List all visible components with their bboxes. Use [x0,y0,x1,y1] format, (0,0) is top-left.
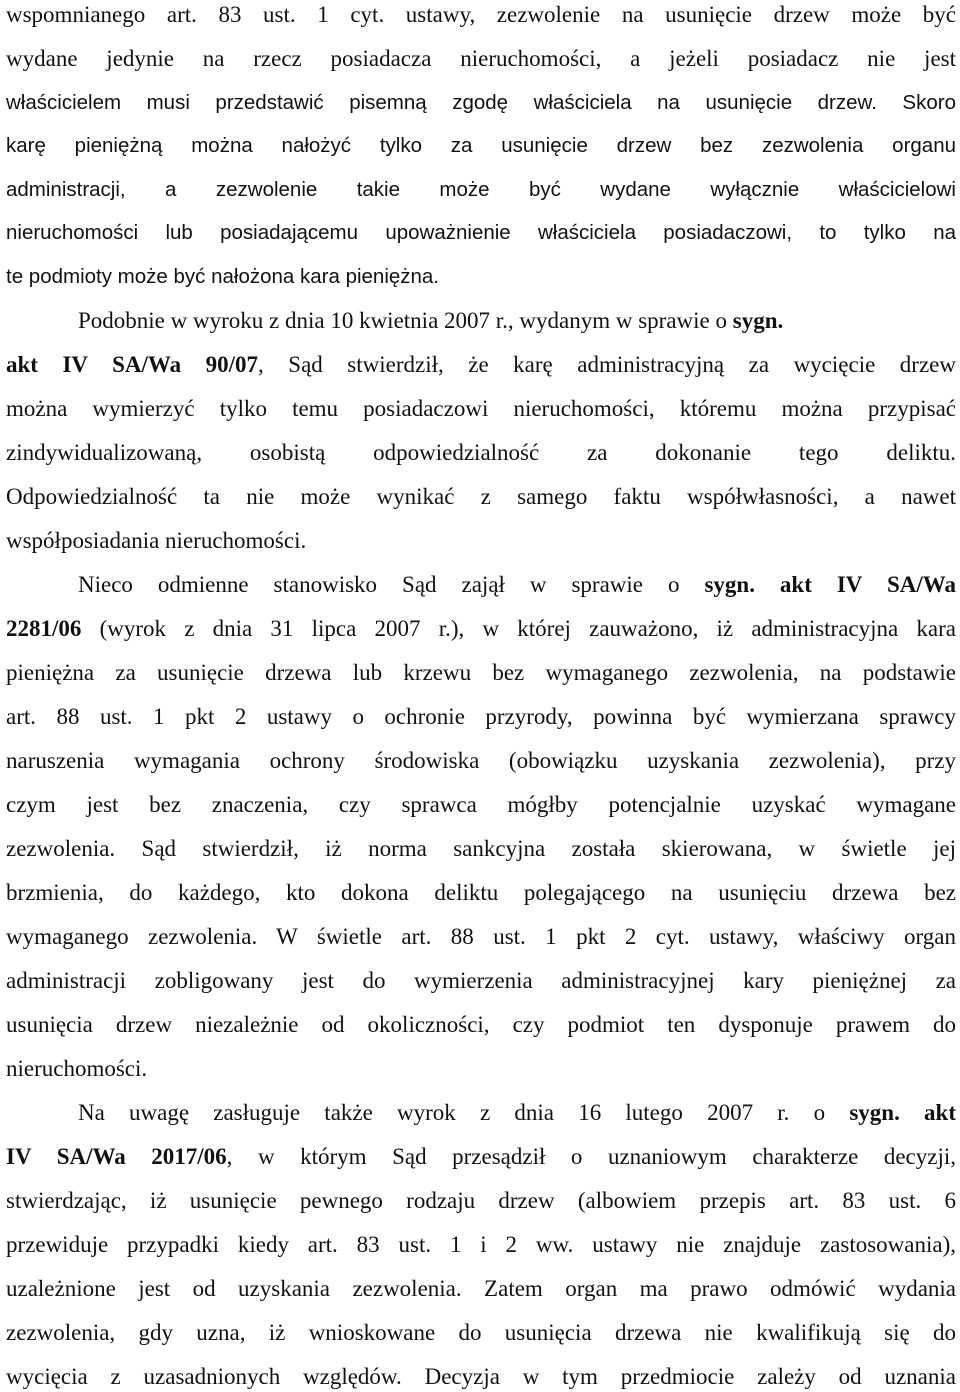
text-segment: można wymierzyć tylko temu posiadaczowi nieruchomości, któremu można przypisać [6,396,956,421]
text-segment: (wyrok z dnia 31 lipca 2007 r.), w której zauważono, iż administracyjna kara [81,616,956,641]
text-line [6,570,956,600]
text-segment: naruszenia wymagania ochrony środowiska (obowiązku uzyskania zezwolenia), przy [6,748,956,773]
text-line [6,834,956,864]
text-segment: współposiadania nieruchomości. [6,528,307,553]
text-line [6,1142,956,1172]
text-line [6,1274,956,1304]
text-line [6,88,956,118]
text-segment: administracji, a zezwolenie takie może być wydane wyłącznie właścicielowi [6,178,956,201]
text-segment: zezwolenia. Sąd stwierdził, iż norma sankcyjna została skierowana, w świetle jej [6,836,956,861]
bold-text-segment: sygn. akt IV SA/Wa [704,572,956,597]
bold-text-segment: sygn. akt [849,1100,956,1125]
text-segment: , w którym Sąd przesądził o uznaniowym charakterze decyzji, [226,1144,956,1169]
text-line [6,394,956,424]
text-segment: karę pieniężną można nałożyć tylko za usunięcie drzew bez zezwolenia organu [6,134,956,157]
text-line [6,966,956,996]
bold-text-segment: IV SA/Wa 2017/06 [6,1144,227,1169]
text-segment: nieruchomości. [6,1056,148,1081]
text-line [6,350,956,380]
text-line [6,922,956,952]
text-line [6,1362,956,1392]
text-segment: nieruchomości lub posiadającemu upoważnienie właściciela posiadaczowi, to tylko na [6,221,956,244]
text-segment: administracji zobligowany jest do wymierzenia administracyjnej kary pieniężnej za [6,968,956,993]
text-segment: zindywidualizowaną, osobistą odpowiedzialność za dokonanie tego deliktu. [6,440,956,465]
text-segment: zezwolenia, gdy uzna, iż wnioskowane do usunięcia drzewa nie kwalifikują się do [6,1320,956,1345]
text-line [6,438,956,468]
text-segment: przewiduje przypadki kiedy art. 83 ust. 1 i 2 ww. ustawy nie znajduje zastosowania), [6,1232,956,1257]
text-line [6,1186,956,1216]
text-line [6,218,956,248]
text-segment: uzależnione jest od uzyskania zezwolenia. Zatem organ ma prawo odmówić wydania [6,1276,956,1301]
bold-text-segment: sygn. [732,308,784,333]
text-line [6,878,956,908]
text-line [6,1318,956,1348]
text-line [6,614,956,644]
text-segment: Na uwagę zasługuje także wyrok z dnia 16 lutego 2007 r. o [78,1100,850,1125]
text-segment: właścicielem musi przedstawić pisemną zgodę właściciela na usunięcie drzew. Skoro [6,91,956,114]
text-line [6,1230,956,1260]
text-segment: Nieco odmienne stanowisko Sąd zajął w sprawie o [78,572,705,597]
text-segment: Odpowiedzialność ta nie może wynikać z samego faktu współwłasności, a nawet [6,484,956,509]
text-segment: stwierdzając, iż usunięcie pewnego rodzaju drzew (albowiem przepis art. 83 ust. 6 [6,1188,956,1213]
bold-text-segment: 2281/06 [6,616,82,641]
text-line [6,1054,956,1084]
text-segment: wymaganego zezwolenia. W świetle art. 88 ust. 1 pkt 2 cyt. ustawy, właściwy organ [6,924,956,949]
text-line [6,306,956,336]
text-segment: usunięcia drzew niezależnie od okoliczności, czy podmiot ten dysponuje prawem do [6,1012,956,1037]
text-line [6,0,956,30]
text-line [6,175,956,205]
text-line [6,482,956,512]
text-line [6,1098,956,1128]
text-line [6,526,956,556]
text-line [6,702,956,732]
text-line [6,44,956,74]
text-segment: te podmioty może być nałożona kara pieniężna. [6,265,440,288]
text-line [6,262,956,292]
text-line [6,1010,956,1040]
text-segment: Podobnie w wyroku z dnia 10 kwietnia 2007 r., wydanym w sprawie o [78,308,733,333]
bold-text-segment: akt IV SA/Wa 90/07 [6,352,259,377]
text-segment: wycięcia z uzasadnionych względów. Decyzja w tym przedmiocie zależy od uznania [6,1364,956,1389]
text-line [6,658,956,688]
text-line [6,131,956,161]
text-segment: wspomnianego art. 83 ust. 1 cyt. ustawy, zezwolenie na usunięcie drzew może być [6,2,956,27]
text-segment: brzmienia, do każdego, kto dokona deliktu polegającego na usunięciu drzewa bez [6,880,956,905]
text-segment: , Sąd stwierdził, że karę administracyjną za wycięcie drzew [258,352,956,377]
text-segment: czym jest bez znaczenia, czy sprawca mógłby potencjalnie uzyskać wymagane [6,792,956,817]
text-line [6,746,956,776]
text-segment: pieniężna za usunięcie drzewa lub krzewu bez wymaganego zezwolenia, na podstawie [6,660,956,685]
text-segment: wydane jedynie na rzecz posiadacza nieruchomości, a jeżeli posiadacz nie jest [6,46,956,71]
text-line [6,790,956,820]
text-segment: art. 88 ust. 1 pkt 2 ustawy o ochronie przyrody, powinna być wymierzana sprawcy [6,704,956,729]
